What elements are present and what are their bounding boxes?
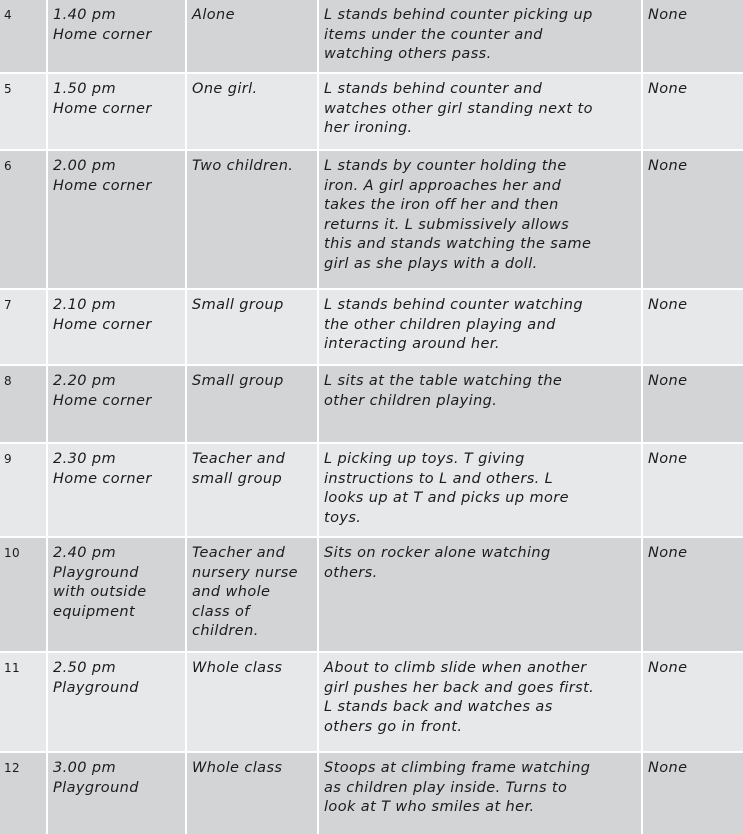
observation-number: 4 (0, 0, 46, 72)
interaction-result: None (643, 74, 743, 149)
observation-number: 8 (0, 366, 46, 442)
observation-number: 11 (0, 653, 46, 751)
time-location: 2.10 pm Home corner (48, 290, 185, 364)
time-location: 1.50 pm Home corner (48, 74, 185, 149)
interaction-result: None (643, 444, 743, 536)
observation-number: 7 (0, 290, 46, 364)
interaction-result: None (643, 0, 743, 72)
social-grouping: Teacher and small group (187, 444, 317, 536)
interaction-result: None (643, 753, 743, 834)
time-location: 1.40 pm Home corner (48, 0, 185, 72)
observation-description: L stands behind counter picking up items under the counter and watching others pass. (319, 0, 641, 72)
time-location: 2.00 pm Home corner (48, 151, 185, 288)
observation-description: About to climb slide when another girl pushes her back and goes first. L stands back and watches as others go in front. (319, 653, 641, 751)
social-grouping: One girl. (187, 74, 317, 149)
time-location: 2.40 pm Playground with outside equipment (48, 538, 185, 651)
interaction-result: None (643, 366, 743, 442)
social-grouping: Alone (187, 0, 317, 72)
observation-description: Sits on rocker alone watching others. (319, 538, 641, 651)
time-location: 2.30 pm Home corner (48, 444, 185, 536)
time-location: 2.50 pm Playground (48, 653, 185, 751)
observation-description: L stands behind counter and watches other girl standing next to her ironing. (319, 74, 641, 149)
social-grouping: Two children. (187, 151, 317, 288)
interaction-result: None (643, 290, 743, 364)
observation-number: 12 (0, 753, 46, 834)
observation-number: 5 (0, 74, 46, 149)
social-grouping: Teacher and nursery nurse and whole class of children. (187, 538, 317, 651)
observation-description: L stands behind counter watching the other children playing and interacting around her. (319, 290, 641, 364)
time-location: 3.00 pm Playground (48, 753, 185, 834)
observation-description: L sits at the table watching the other children playing. (319, 366, 641, 442)
observation-description: L stands by counter holding the iron. A girl approaches her and takes the iron off her and then returns it. L submissively allows this and stands watching the same girl as she plays with a doll. (319, 151, 641, 288)
interaction-result: None (643, 653, 743, 751)
social-grouping: Small group (187, 290, 317, 364)
social-grouping: Whole class (187, 753, 317, 834)
observation-description: Stoops at climbing frame watching as children play inside. Turns to look at T who smiles at her. (319, 753, 641, 834)
observation-number: 6 (0, 151, 46, 288)
observation-number: 10 (0, 538, 46, 651)
observation-description: L picking up toys. T giving instructions to L and others. L looks up at T and picks up more toys. (319, 444, 641, 536)
time-location: 2.20 pm Home corner (48, 366, 185, 442)
social-grouping: Small group (187, 366, 317, 442)
social-grouping: Whole class (187, 653, 317, 751)
observation-number: 9 (0, 444, 46, 536)
interaction-result: None (643, 538, 743, 651)
interaction-result: None (643, 151, 743, 288)
